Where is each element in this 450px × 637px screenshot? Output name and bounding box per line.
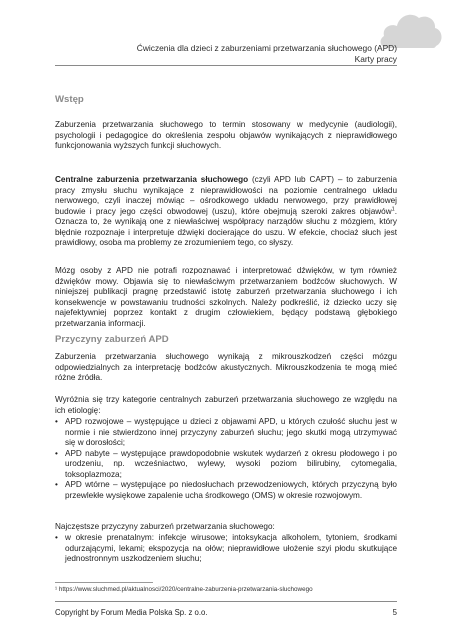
header-title: Ćwiczenia dla dzieci z zaburzeniami przetwarzania słuchowego (APD) xyxy=(136,43,397,53)
footer-copyright: Copyright by Forum Media Polska Sp. z o.o. xyxy=(55,608,208,617)
list-item: • w okresie prenatalnym: infekcje wirusowe; intoksykacja alkoholem, tytoniem, środkami odurzającymi, lekami; ekspozycja na ołów; nieprawidłowe ułożenie szyi płodu skutkujące jednostronnym uszkodzeniem słuchu; xyxy=(55,533,397,564)
definition-text-tail: . Oznacza to, że wynikają one z niewłaściwej współpracy narządów słuchu z mózgiem, który błędnie rozpoznaje i interpretuje dźwięki docierające do uszu. W efekcie, chociaż słuch jest prawidłowy, osoba ma problemy ze zrozumieniem tego, co słyszy. xyxy=(55,206,397,248)
paragraph-common-causes: Najczęstsze przyczyny zaburzeń przetwarzania słuchowego: xyxy=(55,522,275,531)
list-item: • APD nabyte – występujące prawdopodobnie wskutek wydarzeń z okresu płodowego i po urodzeniu, np. wcześniactwo, wylewy, wysoki poziom bilirubiny, cytomegalia, toksoplazmoza; xyxy=(55,448,397,479)
footnote-ref[interactable]: 1 xyxy=(391,205,395,212)
footnote-link[interactable]: ¹ https://www.sluchmed.pl/aktualnosci/2020/centralne-zaburzenia-przetwarzania-sluchowego xyxy=(55,586,313,593)
paragraph-definition xyxy=(55,175,397,249)
footnote-divider xyxy=(55,582,153,583)
paragraph-intro: Zaburzenia przetwarzania słuchowego to termin stosowany w medycynie (audiologii), psychologii i pedagogice do określenia zespołu objawów wynikających z nieprawidłowego funkcjonowania wyższych funkcji słuchowych. xyxy=(55,120,397,151)
page-number: 5 xyxy=(392,608,397,617)
definition-text: (czyli APD lub CAPT) – to zaburzenia pracy zmysłu słuchu wynikające z nieprawidłowości na poziomie centralnego układu nerwowego, czyli inaczej mówiąc – ośrodkowego układu nerwowego, przy prawidłowej budowie i pracy jego części obwodowej (uszu), które obejmują szeroki zakres objawów xyxy=(55,175,397,216)
definition-term: Centralne zaburzenia przetwarzania słuchowego xyxy=(55,175,249,184)
bullet-icon: • xyxy=(55,417,58,426)
page-header xyxy=(0,0,450,62)
causes-list xyxy=(55,533,397,565)
header-subtitle: Karty pracy xyxy=(354,54,397,64)
footer-divider xyxy=(55,601,397,602)
section-heading-przyczyny: Przyczyny zaburzeń APD xyxy=(55,334,169,345)
paragraph-etiology-intro: Wyróżnia się trzy kategorie centralnych zaburzeń przetwarzania słuchowego ze względu na ich etiologię: xyxy=(55,395,397,415)
header-divider xyxy=(55,65,397,66)
bullet-icon: • xyxy=(55,533,58,542)
bullet-icon: • xyxy=(55,480,58,490)
paragraph-brain: Mózg osoby z APD nie potrafi rozpoznawać i interpretować dźwięków, w tym również dźwięków mowy. Objawia się to niewłaściwym przetwarzaniem bodźców słuchowych. W niniejszej publikacji pragnę przedstawić istotę zaburzeń przetwarzania słuchowego i ich konsekwencje w powstawaniu trudności szkolnych. Należy podkreślić, iż dziecko uczy się najefektywniej poprzez kontakt z drugim człowiekiem, będący podstawą głębokiego przetwarzania informacji. xyxy=(55,266,397,328)
list-item: • APD wtórne – występujące po niedosłuchach przewodzeniowych, których przyczyną było przewlekłe wysiękowe zapalenie ucha środkowego (OMS) w okresie rozwojowym. xyxy=(55,480,397,500)
paragraph-causes-intro: Zaburzenia przetwarzania słuchowego wynikają z mikrouszkodzeń części mózgu odpowiedzialnych za interpretację bodźców akustycznych. Mikrouszkodzenia te mogą mieć różne źródła. xyxy=(55,352,397,383)
bullet-icon: • xyxy=(55,448,58,458)
etiology-list xyxy=(55,417,397,501)
list-item: • APD rozwojowe – występujące u dzieci z objawami APD, u których czułość słuchu jest w normie i nie stwierdzono innej przyczyny zaburzeń słuchu; jego skutki mogą utrzymywać się w dorosłości; xyxy=(55,417,397,448)
section-heading-wstep: Wstęp xyxy=(55,94,84,105)
